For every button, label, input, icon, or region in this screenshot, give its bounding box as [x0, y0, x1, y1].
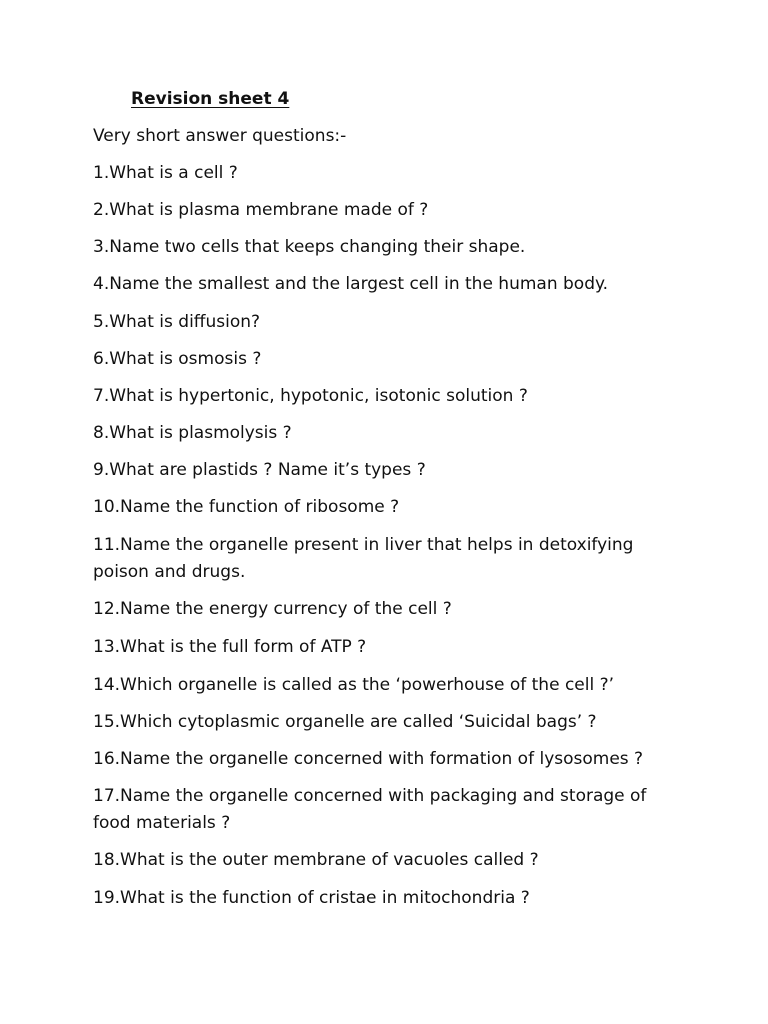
- question-11: 11.Name the organelle present in liver that helps in detoxifying poison and drugs.: [93, 535, 634, 582]
- question-1: 1.What is a cell ?: [93, 163, 238, 183]
- question-6: 6.What is osmosis ?: [93, 349, 262, 369]
- question-3: 3.Name two cells that keeps changing their shape.: [93, 237, 526, 257]
- question-13: 13.What is the full form of ATP ?: [93, 637, 367, 657]
- question-18: 18.What is the outer membrane of vacuoles called ?: [93, 850, 539, 870]
- question-10: 10.Name the function of ribosome ?: [93, 497, 400, 517]
- page-title: Revision sheet 4: [131, 89, 290, 109]
- question-17: 17.Name the organelle concerned with packaging and storage of food materials ?: [93, 786, 647, 833]
- question-12: 12.Name the energy currency of the cell ?: [93, 599, 452, 619]
- question-4: 4.Name the smallest and the largest cell in the human body.: [93, 274, 609, 294]
- question-19: 19.What is the function of cristae in mitochondria ?: [93, 888, 530, 908]
- question-7: 7.What is hypertonic, hypotonic, isotonic solution ?: [93, 386, 528, 406]
- question-2: 2.What is plasma membrane made of ?: [93, 200, 429, 220]
- question-5: 5.What is diffusion?: [93, 312, 261, 332]
- question-14: 14.Which organelle is called as the ‘powerhouse of the cell ?’: [93, 675, 615, 695]
- question-15: 15.Which cytoplasmic organelle are called ‘Suicidal bags’ ?: [93, 712, 597, 732]
- question-8: 8.What is plasmolysis ?: [93, 423, 292, 443]
- question-16: 16.Name the organelle concerned with formation of lysosomes ?: [93, 749, 644, 769]
- section-heading: Very short answer questions:-: [93, 126, 347, 146]
- question-9: 9.What are plastids ? Name it’s types ?: [93, 460, 426, 480]
